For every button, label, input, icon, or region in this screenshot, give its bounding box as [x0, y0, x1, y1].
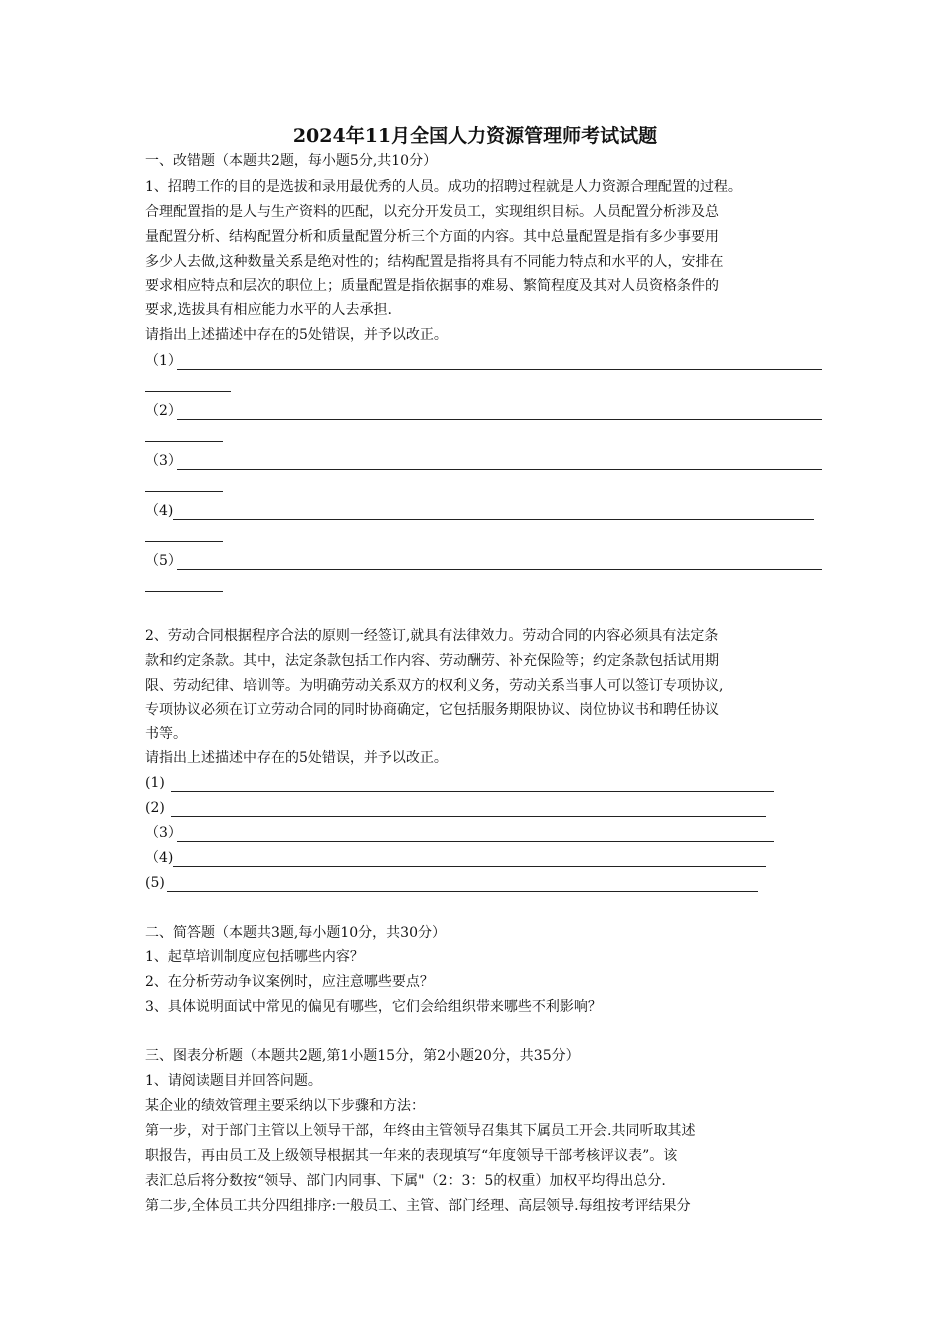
- answer-underline-continuation: [145, 491, 223, 492]
- answer-underline: [177, 469, 822, 470]
- q2-instruction: 请指出上述描述中存在的5处错误，并予以改正。: [145, 750, 448, 766]
- answer-underline-continuation: [145, 591, 223, 592]
- q2-text-line: 款和约定条款。其中，法定条款包括工作内容、劳动酬劳、补充保险等；约定条款包括试用期: [145, 653, 719, 669]
- q2-text-line: 专项协议必须在订立劳动合同的同时协商确定，它包括服务期限协议、岗位协议书和聘任协议: [145, 702, 719, 718]
- blank-label: （5）: [145, 553, 182, 569]
- q2-text-line: 2、劳动合同根据程序合法的原则一经签订,就具有法律效力。劳动合同的内容必须具有法定条: [145, 628, 719, 644]
- q1-answer-blank-4[interactable]: [145, 499, 173, 523]
- blank-label: (1): [145, 775, 165, 791]
- answer-underline: [171, 791, 774, 792]
- section-2-heading: 二、简答题（本题共3题,每小题10分，共30分）: [145, 925, 446, 941]
- blank-label: （4): [145, 850, 174, 866]
- short-answer-question: 3、具体说明面试中常见的偏见有哪些，它们会给组织带来哪些不利影响？: [145, 999, 602, 1015]
- q2-answer-blank-2[interactable]: [145, 796, 165, 820]
- section-1-heading: 一、改错题（本题共2题，每小题5分,共10分）: [145, 153, 438, 169]
- answer-underline: [177, 841, 774, 842]
- answer-underline-continuation: [145, 391, 231, 392]
- q1-answer-blank-3[interactable]: [145, 449, 182, 473]
- section-3-heading: 三、图表分析题（本题共2题,第1小题15分，第2小题20分，共35分）: [145, 1048, 580, 1064]
- answer-underline: [177, 419, 822, 420]
- blank-label: （2）: [145, 403, 182, 419]
- q2-answer-blank-1[interactable]: [145, 771, 165, 795]
- q1-answer-blank-2[interactable]: [145, 399, 182, 423]
- q1-text-line: 要求相应特点和层次的职位上；质量配置是指依据事的难易、繁简程度及其对人员资格条件的: [145, 278, 719, 294]
- answer-underline: [177, 569, 822, 570]
- exam-title: 2024年11月全国人力资源管理师考试试题: [292, 125, 658, 147]
- case-text-line: 某企业的绩效管理主要采纳以下步骤和方法：: [145, 1098, 425, 1114]
- case-text-line: 第一步，对于部门主管以上领导干部，年终由主管领导召集其下属员工开会.共同听取其述: [145, 1123, 696, 1139]
- blank-label: (2): [145, 800, 165, 816]
- answer-underline-continuation: [145, 441, 223, 442]
- blank-label: （3）: [145, 825, 182, 841]
- blank-label: （4): [145, 503, 174, 519]
- answer-underline: [173, 866, 766, 867]
- q1-instruction: 请指出上述描述中存在的5处错误，并予以改正。: [145, 327, 448, 343]
- q2-answer-blank-4[interactable]: [145, 846, 173, 870]
- answer-underline: [177, 369, 822, 370]
- q1-text-line: 多少人去做,这种数量关系是绝对性的；结构配置是指将具有不同能力特点和水平的人，安排在: [145, 254, 724, 270]
- short-answer-question: 2、在分析劳动争议案例时，应注意哪些要点？: [145, 974, 434, 990]
- case-text-line: 1、请阅读题目并回答问题。: [145, 1073, 322, 1089]
- q1-text-line: 量配置分析、结构配置分析和质量配置分析三个方面的内容。其中总量配置是指有多少事要用: [145, 229, 719, 245]
- case-text-line: 第二步,全体员工共分四组排序:一般员工、主管、部门经理、高层领导.每组按考评结果分: [145, 1198, 691, 1214]
- q2-text-line: 限、劳动纪律、培训等。为明确劳动关系双方的权利义务，劳动关系当事人可以签订专项协议,: [145, 678, 724, 694]
- q2-answer-blank-3[interactable]: [145, 821, 182, 845]
- answer-underline: [171, 816, 766, 817]
- q1-text-line: 1、招聘工作的目的是选拔和录用最优秀的人员。成功的招聘过程就是人力资源合理配置的过程。: [145, 179, 742, 195]
- case-text-line: 表汇总后将分数按“领导、部门内同事、下属"（2：3：5的权重）加权平均得出总分.: [145, 1173, 666, 1189]
- q1-text-line: 要求,选拔具有相应能力水平的人去承担.: [145, 302, 392, 318]
- answer-underline: [173, 519, 814, 520]
- blank-label: （3）: [145, 453, 182, 469]
- q1-text-line: 合理配置指的是人与生产资料的匹配，以充分开发员工，实现组织目标。人员配置分析涉及总: [145, 204, 719, 220]
- answer-underline: [167, 891, 758, 892]
- answer-underline-continuation: [145, 541, 223, 542]
- blank-label: （1）: [145, 353, 182, 369]
- q2-answer-blank-5[interactable]: [145, 871, 165, 895]
- q1-answer-blank-1[interactable]: [145, 349, 182, 373]
- blank-label: (5): [145, 875, 165, 891]
- q2-text-line: 书等。: [145, 726, 187, 742]
- short-answer-question: 1、起草培训制度应包括哪些内容？: [145, 949, 364, 965]
- q1-answer-blank-5[interactable]: [145, 549, 182, 573]
- case-text-line: 职报告，再由员工及上级领导根据其一年来的表现填写“年度领导干部考核评议表”。该: [145, 1148, 678, 1164]
